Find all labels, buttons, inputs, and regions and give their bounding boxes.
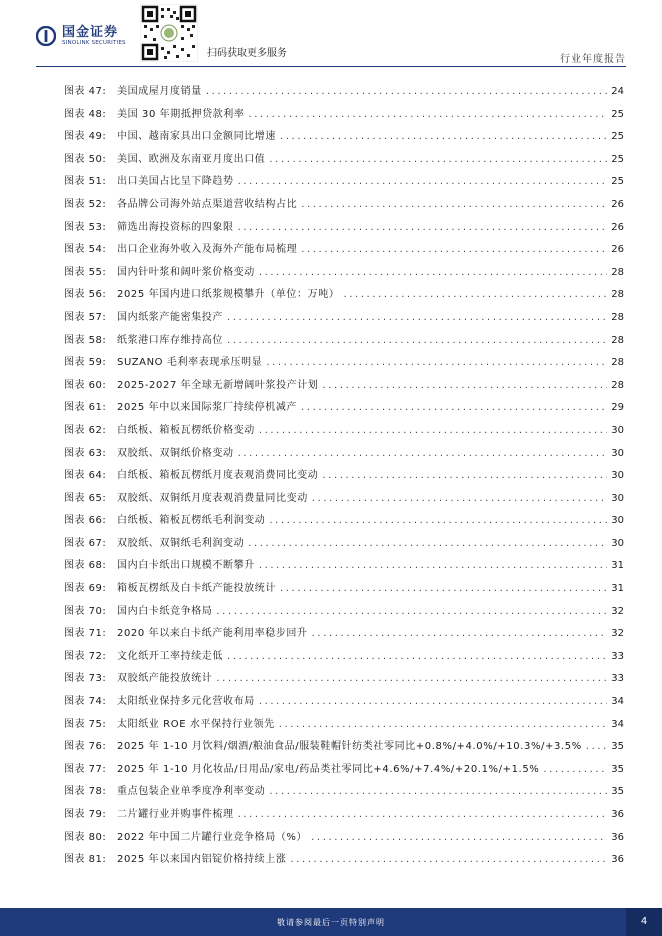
toc-entry-title: 国内白卡纸竞争格局 (117, 605, 213, 617)
toc-entry-leader (586, 736, 607, 759)
toc-entry-leader (269, 510, 607, 533)
footer-disclaimer[interactable]: 敬请参阅最后一页特别声明 (277, 918, 385, 927)
toc-entry[interactable] (64, 488, 624, 511)
toc-entry-title: 各品牌公司海外站点渠道营收结构占比 (117, 198, 298, 210)
toc-entry-page: 34 (611, 718, 624, 730)
toc-entry[interactable] (64, 284, 624, 307)
toc-entry-page: 36 (611, 854, 624, 866)
toc-entry-page: 28 (611, 311, 624, 323)
toc-entry-leader (322, 465, 607, 488)
toc-entry-leader (269, 781, 607, 804)
toc-entry-leader (290, 849, 607, 872)
toc-entry-title: 2025 年 1-10 月饮料/烟酒/粮油食品/服装鞋帽针纺类社零同比+0.8%/+4.0%/+10.3%/+3.5% (117, 741, 582, 753)
toc-entry-leader (311, 827, 607, 850)
toc-entry-title: 太阳纸业保持多元化营收布局 (117, 696, 255, 708)
toc-entry[interactable] (64, 691, 624, 714)
toc-entry-page: 35 (611, 786, 624, 798)
toc-entry-page: 30 (611, 424, 624, 436)
page-number: 4 (626, 908, 662, 936)
toc-entry-page: 31 (611, 560, 624, 572)
toc-entry-title: 出口美国占比呈下降趋势 (117, 176, 234, 188)
toc-entry-title: 二片罐行业并购事件梳理 (117, 809, 234, 820)
toc-entry-label: 图表 65: (64, 492, 107, 504)
toc-entry[interactable] (64, 375, 624, 398)
toc-entry-leader (216, 668, 607, 691)
toc-entry-leader (206, 81, 607, 104)
toc-entry-title: 2025 年国内进口纸浆规模攀升（单位：万吨） (117, 289, 340, 301)
sinolink-logo (36, 26, 126, 47)
toc-entry-page: 32 (611, 605, 624, 617)
toc-entry-label: 图表 81: (64, 854, 107, 866)
toc-entry-title: 2025 年 1-10 月化妆品/日用品/家电/药品类社零同比+4.6%/+7.4%/+20.1%/+1.5% (117, 763, 540, 775)
toc-entry-title: 筛选出海投资标的四象限 (117, 221, 234, 233)
toc-entry-page: 28 (611, 289, 624, 301)
toc-entry-page: 32 (611, 628, 624, 640)
toc-entry[interactable] (64, 510, 624, 533)
toc-entry-page: 31 (611, 583, 624, 595)
toc-entry-label: 图表 75: (64, 718, 107, 730)
toc-entry[interactable] (64, 443, 624, 466)
toc-entry[interactable] (64, 601, 624, 624)
toc-entry-title: 重点包装企业单季度净利率变动 (117, 786, 266, 798)
toc-entry-title: 出口企业海外收入及海外产能布局梳理 (117, 244, 298, 256)
toc-entry-page: 30 (611, 447, 624, 459)
toc-entry-page: 30 (611, 515, 624, 527)
toc-entry[interactable] (64, 759, 624, 782)
toc-entry-leader (216, 601, 607, 624)
toc-entry-leader (323, 375, 608, 398)
toc-entry-page: 26 (611, 244, 624, 256)
toc-entry-title: 2025 年以来国内铝锭价格持续上涨 (117, 854, 287, 866)
toc-entry-leader (312, 623, 607, 646)
toc-entry-page: 26 (611, 198, 624, 210)
toc-entry-title: 双胶纸、双铜纸价格变动 (117, 447, 234, 459)
toc-entry-title: 美国成屋月度销量 (117, 86, 202, 97)
toc-entry-leader (343, 284, 607, 307)
toc-entry-page: 29 (611, 402, 624, 414)
toc-entry-page: 30 (611, 537, 624, 549)
toc-entry-label: 图表 58: (64, 334, 107, 346)
toc-entry-title: 国内白卡纸出口规模不断攀升 (117, 560, 255, 572)
toc-entry-page: 28 (611, 357, 624, 369)
qr-caption: 扫码获取更多服务 (207, 48, 287, 59)
toc-entry-leader (248, 104, 607, 127)
toc-entry-label: 图表 55: (64, 266, 107, 278)
toc-entry-title: 中国、越南家具出口金额同比增速 (117, 131, 276, 143)
toc-entry-title: 2020 年以来白卡纸产能利用率稳步回升 (117, 628, 308, 640)
toc-entry[interactable] (64, 352, 624, 375)
toc-entry-title: 2025-2027 年全球无新增阔叶浆投产计划 (117, 379, 319, 391)
toc-entry[interactable] (64, 262, 624, 285)
toc-entry-leader (266, 352, 607, 375)
toc-entry[interactable] (64, 849, 624, 872)
toc-entry-title: 文化纸开工率持续走低 (117, 650, 223, 662)
toc-entry-title: 白纸板、箱板瓦楞纸月度表观消费同比变动 (117, 470, 319, 482)
toc-entry-leader (301, 194, 607, 217)
toc-entry-title: 双胶纸、双铜纸毛利润变动 (117, 537, 245, 549)
toc-entry[interactable] (64, 149, 624, 172)
header-divider (36, 66, 626, 67)
toc-entry-label: 图表 56: (64, 289, 107, 301)
toc-entry[interactable] (64, 81, 624, 104)
toc-entry[interactable] (64, 171, 624, 194)
toc-entry[interactable] (64, 420, 624, 443)
logo-text-cn: 国金证券 (62, 25, 119, 40)
toc-entry-label: 图表 60: (64, 379, 107, 391)
toc-entry[interactable] (64, 104, 624, 127)
toc-entry-leader (227, 330, 607, 353)
sinolink-logo-icon (36, 26, 56, 46)
toc-entry-page: 28 (611, 379, 624, 391)
toc-entry-leader (227, 307, 607, 330)
toc-entry-leader (259, 420, 607, 443)
page-header (0, 0, 662, 68)
page-footer (0, 908, 662, 936)
toc-entry-label: 图表 70: (64, 605, 107, 617)
toc-entry-label: 图表 74: (64, 696, 107, 708)
toc-entry[interactable] (64, 578, 624, 601)
toc-entry-page: 36 (611, 831, 624, 843)
toc-entry-title: 白纸板、箱板瓦楞纸价格变动 (117, 424, 255, 436)
toc-entry-leader (301, 397, 607, 420)
toc-entry[interactable] (64, 623, 624, 646)
toc-entry-label: 图表 54: (64, 244, 107, 256)
toc-entry-title: 美国、欧洲及东南亚月度出口值 (117, 153, 266, 165)
toc-entry-label: 图表 71: (64, 628, 107, 640)
toc-entry-leader (280, 578, 607, 601)
toc-entry-label: 图表 62: (64, 424, 107, 436)
toc-entry-page: 25 (611, 131, 624, 143)
toc-entry-label: 图表 53: (64, 221, 107, 233)
toc-entry[interactable] (64, 330, 624, 353)
toc-entry-leader (312, 488, 607, 511)
toc-entry-title: 纸浆港口库存维持高位 (117, 334, 223, 346)
toc-entry-leader (543, 759, 607, 782)
toc-entry-page: 33 (611, 650, 624, 662)
toc-entry-label: 图表 64: (64, 470, 107, 482)
toc-entry-label: 图表 51: (64, 176, 107, 188)
toc-entry-leader (269, 149, 607, 172)
toc-entry-label: 图表 66: (64, 515, 107, 527)
toc-entry-page: 30 (611, 470, 624, 482)
logo-text-en: SINOLINK SECURITIES (62, 40, 126, 46)
toc-entry[interactable] (64, 194, 624, 217)
toc-entry[interactable] (64, 533, 624, 556)
toc-entry-leader (238, 217, 607, 240)
toc-entry-label: 图表 77: (64, 763, 107, 775)
toc-entry-title: 国内纸浆产能密集投产 (117, 311, 223, 323)
toc-entry[interactable] (64, 239, 624, 262)
toc-entry[interactable] (64, 714, 624, 737)
toc-entry[interactable] (64, 668, 624, 691)
toc-entry-leader (248, 533, 607, 556)
toc-entry-leader (301, 239, 607, 262)
toc-entry-title: 箱板瓦楞纸及白卡纸产能投放统计 (117, 583, 276, 595)
toc-entry-title: 美国 30 年期抵押贷款利率 (117, 108, 245, 120)
toc-entry-label: 图表 48: (64, 108, 107, 120)
toc-entry-leader (227, 646, 607, 669)
toc-entry-page: 28 (611, 334, 624, 346)
toc-entry[interactable] (64, 736, 624, 759)
toc-entry-label: 图表 68: (64, 560, 107, 572)
toc-entry[interactable] (64, 555, 624, 578)
toc-entry-page: 35 (611, 741, 624, 753)
toc-entry-page: 30 (611, 492, 624, 504)
figure-list (64, 81, 624, 872)
toc-entry[interactable] (64, 217, 624, 240)
toc-entry-label: 图表 47: (64, 86, 107, 97)
toc-entry-title: 双胶纸产能投放统计 (117, 673, 213, 685)
toc-entry-label: 图表 49: (64, 131, 107, 143)
toc-entry-label: 图表 61: (64, 402, 107, 414)
report-type-label: 行业年度报告 (560, 54, 626, 65)
toc-entry-title: 2025 年中以来国际浆厂持续停机减产 (117, 402, 298, 414)
toc-entry[interactable] (64, 646, 624, 669)
toc-entry[interactable] (64, 781, 624, 804)
toc-entry[interactable] (64, 126, 624, 149)
toc-entry-page: 25 (611, 108, 624, 120)
toc-entry-label: 图表 69: (64, 583, 107, 595)
toc-entry-label: 图表 72: (64, 650, 107, 662)
qr-code[interactable] (140, 4, 198, 62)
toc-entry-leader (238, 804, 607, 827)
toc-entry-title: 太阳纸业 ROE 水平保持行业领先 (117, 718, 275, 730)
toc-entry-page: 34 (611, 696, 624, 708)
toc-entry-label: 图表 80: (64, 831, 107, 843)
toc-entry-title: SUZANO 毛利率表现承压明显 (117, 357, 263, 369)
toc-entry-title: 白纸板、箱板瓦楞纸毛利润变动 (117, 515, 266, 527)
toc-entry-label: 图表 63: (64, 447, 107, 459)
toc-entry[interactable] (64, 307, 624, 330)
toc-entry[interactable] (64, 397, 624, 420)
toc-entry-page: 24 (611, 86, 624, 97)
toc-entry-leader (238, 443, 607, 466)
toc-entry-label: 图表 79: (64, 809, 107, 820)
toc-entry-page: 28 (611, 266, 624, 278)
toc-entry-leader (259, 262, 607, 285)
toc-entry-page: 35 (611, 763, 624, 775)
toc-entry-title: 双胶纸、双铜纸月度表观消费量同比变动 (117, 492, 308, 504)
toc-entry[interactable] (64, 827, 624, 850)
toc-entry-label: 图表 67: (64, 537, 107, 549)
toc-entry-page: 26 (611, 221, 624, 233)
toc-entry-label: 图表 73: (64, 673, 107, 685)
toc-entry[interactable] (64, 804, 624, 827)
toc-entry-leader (279, 714, 607, 737)
toc-entry-title: 国内针叶浆和阔叶浆价格变动 (117, 266, 255, 278)
toc-entry-title: 2022 年中国二片罐行业竞争格局（%） (117, 831, 308, 843)
toc-entry-label: 图表 57: (64, 311, 107, 323)
toc-entry-leader (259, 555, 607, 578)
toc-entry-page: 36 (611, 809, 624, 820)
toc-entry-page: 25 (611, 153, 624, 165)
toc-entry-label: 图表 50: (64, 153, 107, 165)
toc-entry-leader (259, 691, 607, 714)
toc-entry-label: 图表 76: (64, 741, 107, 753)
toc-entry-label: 图表 59: (64, 357, 107, 369)
toc-entry-label: 图表 78: (64, 786, 107, 798)
toc-entry-page: 25 (611, 176, 624, 188)
toc-entry-page: 33 (611, 673, 624, 685)
toc-entry-leader (280, 126, 607, 149)
toc-entry-label: 图表 52: (64, 198, 107, 210)
toc-entry-leader (238, 171, 607, 194)
toc-entry[interactable] (64, 465, 624, 488)
